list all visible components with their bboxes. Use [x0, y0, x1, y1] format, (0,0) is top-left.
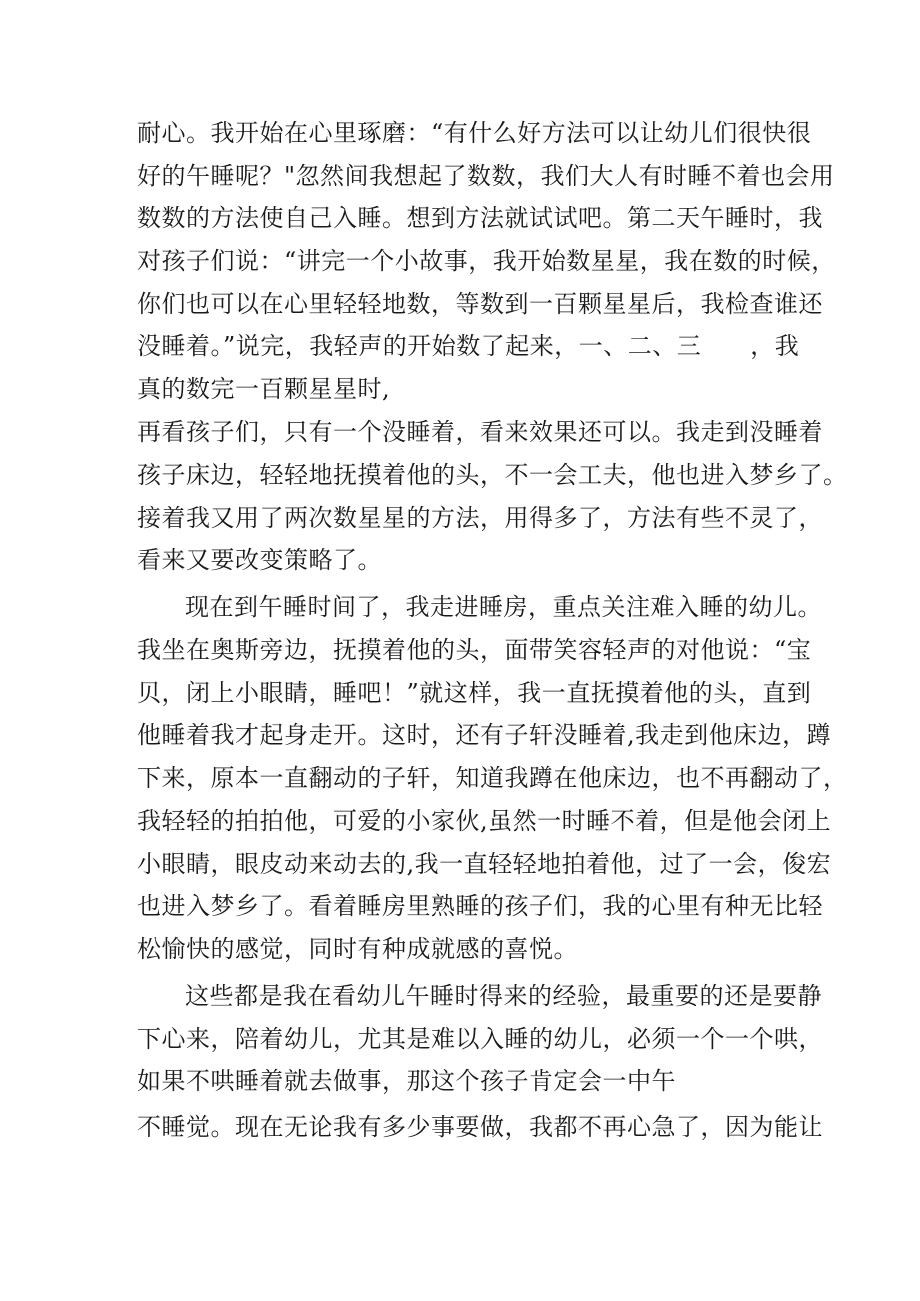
- text-line: 接着我又用了两次数星星的方法，用得多了，方法有些不灵了，: [137, 504, 823, 532]
- text-line: 不睡觉。现在无论我有多少事要做，我都不再心急了，因为能让: [137, 1113, 823, 1141]
- text-line: 看来又要改变策略了。: [137, 546, 382, 574]
- text-line: 耐心。我开始在心里琢磨：“有什么好方法可以让幼儿们很快很: [137, 119, 812, 147]
- text-line: 如果不哄睡着就去做事，那这个孩子肯定会一中午: [137, 1067, 676, 1095]
- text-line: 也进入梦乡了。看着睡房里熟睡的孩子们，我的心里有种无比轻: [137, 892, 823, 920]
- text-line: 下心来，陪着幼儿，尤其是难以入睡的幼儿，必须一个一个哄，: [137, 1025, 823, 1053]
- text-line: 孩子床边，轻轻地抚摸着他的头，不一会工夫，他也进入梦乡了。: [137, 461, 848, 489]
- text-line: 松愉快的感觉，同时有种成就感的喜悦。: [137, 935, 578, 963]
- text-line: 我轻轻的拍拍他，可爱的小家伙,虽然一时睡不着，但是他会闭上: [137, 807, 832, 835]
- text-line: 你们也可以在心里轻轻地数，等数到一百颗星星后，我检查谁还: [137, 290, 823, 318]
- text-line: 真的数完一百颗星星时,: [137, 375, 391, 403]
- paragraph-start-line: 现在到午睡时间了，我走进睡房，重点关注难入睡的幼儿。: [185, 593, 822, 621]
- text-line: 对孩子们说：“讲完一个小故事，我开始数星星，我在数的时候，: [137, 247, 836, 275]
- text-line: 他睡着我才起身走开。这时，还有子轩没睡着,我走到他床边，蹲: [137, 721, 832, 749]
- text-line: 没睡着。”说完，我轻声的开始数了起来，一、二、三 ，我: [137, 332, 800, 360]
- text-line: 我坐在奥斯旁边，抚摸着他的头，面带笑容轻声的对他说：“宝: [137, 636, 812, 664]
- text-line: 下来，原本一直翻动的子轩，知道我蹲在他床边，也不再翻动了，: [137, 764, 848, 792]
- text-line: 再看孩子们，只有一个没睡着，看来效果还可以。我走到没睡着: [137, 418, 823, 446]
- paragraph-start-line: 这些都是我在看幼儿午睡时得来的经验，最重要的还是要静: [185, 982, 822, 1010]
- text-line: 数数的方法使自己入睡。想到方法就试试吧。第二天午睡时，我: [137, 204, 823, 232]
- text-line: 贝，闭上小眼睛，睡吧！”就这样，我一直抚摸着他的头，直到: [137, 679, 812, 707]
- text-line: 小眼睛，眼皮动来动去的,我一直轻轻地拍着他，过了一会，俊宏: [137, 850, 832, 878]
- text-line: 好的午睡呢？"忽然间我想起了数数，我们大人有时睡不着也会用: [137, 162, 835, 190]
